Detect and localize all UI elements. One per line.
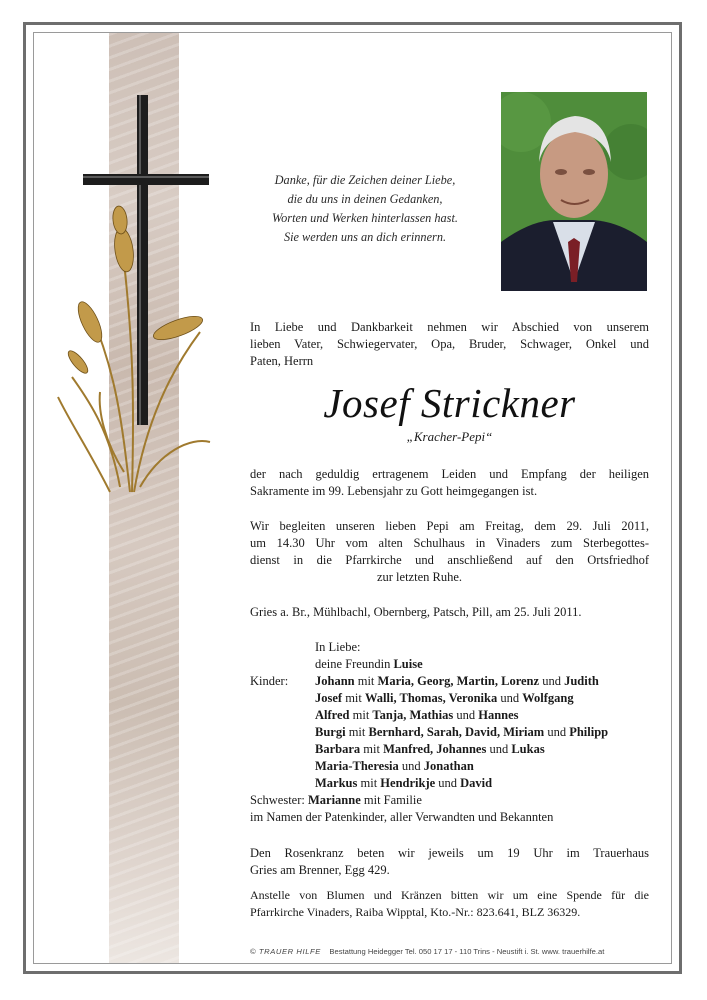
portrait-photo: [501, 92, 647, 291]
death-text: [250, 466, 649, 500]
footer-info: Bestattung Heidegger Tel. 050 17 17 - 110 Trins - Neustift i. St. www. trauerhilfe.at: [329, 947, 605, 956]
funeral-line: um 14.30 Uhr vom alten Schulhaus in Vinaders zum Sterbegottes-: [250, 536, 649, 550]
funeral-line: zur letzten Ruhe.: [376, 570, 463, 584]
intro-text: [250, 319, 649, 370]
in-love-label: In Liebe:: [315, 640, 361, 654]
family-member-name: Jonathan: [423, 759, 474, 773]
family-member-name: Barbara: [315, 742, 361, 756]
child-family-line: [315, 724, 608, 741]
family-member-name: Wolfgang: [522, 691, 574, 705]
children-label: Kinder:: [250, 674, 289, 688]
quote-line: die du uns in deinen Gedanken,: [287, 192, 443, 206]
family-member-name: Hendrikje: [380, 776, 436, 790]
family-member-name: Manfred, Johannes: [383, 742, 487, 756]
partner-prefix: deine Freundin: [315, 657, 391, 671]
family-member-name: Hannes: [478, 708, 519, 722]
connector-text: und: [435, 776, 461, 790]
sister-name: Marianne: [307, 793, 361, 807]
intro-line: In Liebe und Dankbarkeit nehmen wir Abschied von unserem: [250, 320, 649, 334]
deceased-nickname: „Kracher-Pepi“: [406, 429, 493, 444]
connector-text: mit: [354, 674, 378, 688]
donation-text: [250, 887, 649, 921]
partner-name: Luise: [393, 657, 423, 671]
deceased-name: Josef Strickner: [323, 380, 576, 426]
family-member-name: Markus: [315, 776, 358, 790]
wheat-icon: [58, 262, 210, 492]
intro-line: lieben Vater, Schwiegervater, Opa, Bruder, Schwager, Onkel und: [250, 337, 649, 351]
partner-line: [315, 656, 423, 673]
place-date: Gries a. Br., Mühlbachl, Obernberg, Patsch, Pill, am 25. Juli 2011.: [250, 605, 582, 619]
family-member-name: Judith: [564, 674, 599, 688]
rosary-line: Gries am Brenner, Egg 429.: [250, 863, 390, 877]
connector-text: und: [486, 742, 512, 756]
family-member-name: Alfred: [315, 708, 350, 722]
death-line: der nach geduldig ertragenem Leiden und Empfang der heiligen: [250, 467, 649, 481]
connector-text: und: [398, 759, 424, 773]
quote-line: Worten und Werken hinterlassen hast.: [272, 211, 458, 225]
sister-suffix: mit Familie: [360, 793, 422, 807]
funeral-text: [250, 518, 649, 586]
connector-text: mit: [360, 742, 384, 756]
family-member-name: Maria, Georg, Martin, Lorenz: [377, 674, 540, 688]
family-member-name: Maria-Theresia: [315, 759, 399, 773]
connector-text: und: [539, 674, 565, 688]
family-member-name: Philipp: [569, 725, 609, 739]
connector-text: und: [453, 708, 479, 722]
cross-icon: [83, 95, 209, 425]
connector-text: und: [497, 691, 523, 705]
cross-wheat-emblem: [50, 92, 220, 502]
rosary-text: [250, 845, 649, 879]
funeral-line: Wir begleiten unseren lieben Pepi am Freitag, dem 29. Juli 2011,: [250, 519, 649, 533]
donation-line: Pfarrkirche Vinaders, Raiba Wipptal, Kto.-Nr.: 823.641, BLZ 36329.: [250, 905, 581, 919]
sister-label: Schwester:: [250, 793, 305, 807]
sister-line: [250, 792, 422, 809]
family-member-name: Lukas: [511, 742, 545, 756]
connector-text: mit: [357, 776, 381, 790]
family-member-name: Walli, Thomas, Veronika: [365, 691, 498, 705]
family-member-name: Bernhard, Sarah, David, Miriam: [368, 725, 545, 739]
connector-text: mit: [342, 691, 365, 705]
connector-text: mit: [349, 708, 373, 722]
family-member-name: Johann: [315, 674, 355, 688]
child-family-line: [315, 690, 574, 707]
footer: [250, 947, 650, 956]
connector-text: und: [544, 725, 570, 739]
donation-line: Anstelle von Blumen und Kränzen bitten wir um eine Spende für die: [250, 888, 649, 902]
child-family-line: [315, 775, 492, 792]
intro-line: Paten, Herrn: [250, 354, 314, 368]
quote-line: Sie werden uns an dich erinnern.: [283, 230, 447, 244]
child-family-line: [315, 758, 474, 775]
death-line: Sakramente im 99. Lebensjahr zu Gott heimgegangen ist.: [250, 484, 538, 498]
rosary-line: Den Rosenkranz beten wir jeweils um 19 Uhr im Trauerhaus: [250, 846, 649, 860]
child-family-line: [315, 673, 599, 690]
child-family-line: [315, 707, 519, 724]
footer-brand: © TRAUER HILFE: [250, 947, 321, 956]
family-member-name: David: [460, 776, 493, 790]
family-member-name: Burgi: [315, 725, 346, 739]
others-line: im Namen der Patenkinder, aller Verwandten und Bekannten: [250, 810, 554, 824]
wheat-ears: [65, 205, 205, 376]
family-member-name: Tanja, Mathias: [372, 708, 454, 722]
family-member-name: Josef: [315, 691, 343, 705]
funeral-line: dienst in die Pfarrkirche und anschließend auf den Ortsfriedhof: [250, 553, 649, 567]
child-family-line: [315, 741, 545, 758]
memorial-quote: [235, 171, 495, 247]
quote-line: Danke, für die Zeichen deiner Liebe,: [274, 173, 456, 187]
connector-text: mit: [345, 725, 369, 739]
